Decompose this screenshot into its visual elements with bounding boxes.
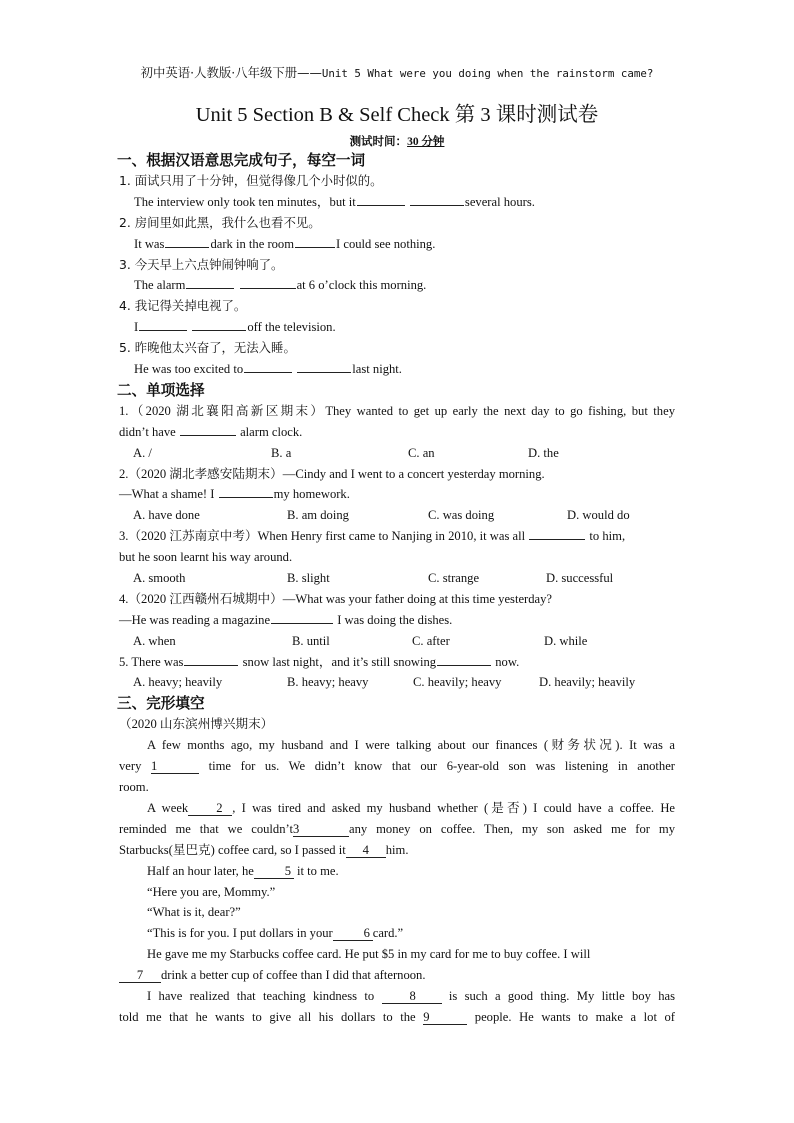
header-unit-title: Unit 5 What were you doing when the rainstorm came? <box>321 67 654 80</box>
answer-blank[interactable] <box>529 527 585 540</box>
test-time <box>0 133 794 149</box>
cloze-blank-2[interactable]: 2 <box>188 801 232 816</box>
s1-q2-text-a: It was <box>134 236 165 251</box>
s3-p2-line1 <box>119 798 675 819</box>
s1-q4-chinese: 4. 我记得关掉电视了。 <box>119 298 247 314</box>
test-time-label: 测试时间： <box>349 136 408 148</box>
cloze-blank-5[interactable]: 5 <box>254 864 294 879</box>
s3-p1-line3: room. <box>119 780 149 795</box>
header-course: 初中英语·人教版·八年级下册—— <box>140 65 322 80</box>
cloze-blank-1[interactable]: 1 <box>151 759 199 774</box>
s1-q3-chinese: 3. 今天早上六点钟闹钟响了。 <box>119 256 284 272</box>
s2-q4-stem-cont <box>119 610 675 631</box>
answer-blank[interactable] <box>184 653 238 666</box>
s1-q3-text-b: at 6 o’clock this morning. <box>296 278 427 293</box>
s3-p6 <box>119 923 675 944</box>
s1-q4-text-a: I <box>134 320 139 335</box>
s2-q2-options <box>119 505 675 526</box>
s3-p1-text-b: time for us. We didn’t know that our 6-year-old son was listening in another <box>208 759 676 774</box>
s1-q2-text-b: dark in the room <box>210 236 295 251</box>
page-header <box>0 63 794 81</box>
answer-blank[interactable] <box>180 423 236 436</box>
s3-p3-text-b: it to me. <box>297 863 339 878</box>
s3-p2-text: A week <box>147 800 189 815</box>
s2-q2-text-c: my homework. <box>273 487 350 502</box>
answer-blank[interactable] <box>271 611 333 624</box>
s2-q4-text-c: I was doing the dishes. <box>337 612 453 627</box>
option-b[interactable]: B. until <box>292 633 330 648</box>
s1-q5-text-a: He was too excited to <box>134 362 244 377</box>
s3-p1-text: very <box>119 759 142 774</box>
cloze-blank-8[interactable]: 8 <box>382 989 442 1004</box>
cloze-blank-9[interactable]: 9 <box>423 1010 467 1025</box>
s1-q1-english <box>119 192 675 213</box>
s1-q2-text-c: I could see nothing. <box>336 236 436 251</box>
answer-blank[interactable] <box>165 235 209 248</box>
s3-p8-text: I have realized that teaching kindness to <box>147 988 375 1003</box>
answer-blank[interactable] <box>437 653 491 666</box>
option-a[interactable]: A. heavy; heavily <box>133 675 223 690</box>
s1-q1-chinese: 1. 面试只用了十分钟，但觉得像几个小时似的。 <box>119 173 383 188</box>
s2-q3-options <box>119 568 675 589</box>
option-c[interactable]: C. an <box>408 445 435 460</box>
answer-blank[interactable] <box>357 193 405 206</box>
cloze-blank-3[interactable]: 3 <box>293 822 349 837</box>
s2-q5-stem <box>119 652 675 673</box>
answer-blank[interactable] <box>186 276 234 289</box>
worksheet-content <box>119 150 675 1028</box>
s3-p2-text-e: Starbucks(星巴克) coffee card, so I passed it <box>119 842 346 857</box>
option-b[interactable]: B. a <box>271 445 292 460</box>
page-title: Unit 5 Section B & Self Check 第 3 课时测试卷 <box>195 104 599 126</box>
answer-blank[interactable] <box>244 360 292 373</box>
s2-q2-stem: 2.（2020 湖北孝感安陆期末）—Cindy and I went to a concert yesterday morning. <box>119 466 545 481</box>
answer-blank[interactable] <box>297 360 351 373</box>
option-b[interactable]: B. am doing <box>287 508 349 523</box>
s2-q4-options <box>119 631 675 652</box>
s3-source: （2020 山东滨州博兴期末） <box>119 717 274 732</box>
s1-q5-chinese: 5. 昨晚他太兴奋了，无法入睡。 <box>119 340 296 356</box>
s3-p2-text-f: him. <box>385 842 409 857</box>
test-time-value: 30 分钟 <box>407 136 445 148</box>
s2-q5-text-b: snow last night，and it’s still snowing <box>242 654 437 669</box>
s3-p8-line1 <box>119 986 675 1007</box>
s2-q1-stem: 1.（2020 湖北襄阳高新区期末）They wanted to get up early the next day to go fishing, but they <box>119 403 675 418</box>
s1-q1-text-a: The interview only took ten minutes，but it <box>134 194 356 209</box>
option-c[interactable]: C. heavily; heavy <box>413 675 502 690</box>
s3-p2-text-b: , I was tired and asked my husband whether (是否) I could have a coffee. He <box>232 800 676 815</box>
s2-q1-options <box>119 443 675 464</box>
s1-q4-english <box>119 317 675 338</box>
option-a[interactable]: A. have done <box>133 508 200 523</box>
s3-p2-text-c: reminded me that we couldn’t <box>119 821 293 836</box>
s3-p5: “What is it, dear?” <box>147 905 241 920</box>
s3-p6-text: “This is for you. I put dollars in your <box>147 926 333 941</box>
option-a[interactable]: A. / <box>133 445 152 460</box>
s1-q1-text-b: several hours. <box>464 194 535 209</box>
option-a[interactable]: A. smooth <box>133 571 186 586</box>
answer-blank[interactable] <box>295 235 335 248</box>
option-d[interactable]: D. heavily; heavily <box>539 675 636 690</box>
s3-p1-line2 <box>119 756 675 777</box>
s3-p4: “Here you are, Mommy.” <box>147 884 276 899</box>
s3-p8-text-c: told me that he wants to give all his dollars to the <box>119 1009 416 1024</box>
s3-p7-line2 <box>119 965 675 986</box>
s1-q5-text-b: last night. <box>352 362 402 377</box>
s2-q5-options <box>119 672 675 693</box>
answer-blank[interactable] <box>240 276 296 289</box>
s2-q1-stem-cont <box>119 422 675 443</box>
cloze-blank-4[interactable]: 4 <box>346 843 386 858</box>
s1-q2-chinese: 2. 房间里如此黑，我什么也看不见。 <box>119 214 321 230</box>
s2-q1-text-c: alarm clock. <box>240 424 303 439</box>
s2-q3-text-a: 3.（2020 江苏南京中考）When Henry first came to Nanjing in 2010, it was all <box>119 529 526 544</box>
s3-p7-text: drink a better cup of coffee than I did that afternoon. <box>161 968 426 983</box>
s2-q4-stem: 4.（2020 江西赣州石城期中）—What was your father doing at this time yesterday? <box>119 591 553 606</box>
s3-p6-text-b: card.” <box>372 926 404 941</box>
option-d[interactable]: D. the <box>528 445 559 460</box>
option-d[interactable]: D. would do <box>567 508 630 523</box>
option-d[interactable]: D. successful <box>546 571 614 586</box>
answer-blank[interactable] <box>192 318 246 331</box>
s1-q3-text-a: The alarm <box>134 278 186 293</box>
option-c[interactable]: C. after <box>412 633 450 648</box>
s1-q5-english <box>119 359 675 380</box>
s2-q4-text-b: —He was reading a magazine <box>119 612 271 627</box>
s3-p2-line3 <box>119 840 675 861</box>
cloze-blank-7[interactable]: 7 <box>119 968 161 983</box>
s3-p8-text-d: people. He wants to make a lot of <box>474 1009 675 1024</box>
answer-blank[interactable] <box>139 318 187 331</box>
option-b[interactable]: B. heavy; heavy <box>287 675 369 690</box>
option-a[interactable]: A. when <box>133 633 176 648</box>
s1-q4-text-b: off the television. <box>247 320 336 335</box>
option-c[interactable]: C. strange <box>428 571 480 586</box>
s2-q3-stem-cont: but he soon learnt his way around. <box>119 550 293 565</box>
s3-p2-line2 <box>119 819 675 840</box>
s2-q1-text-b: didn’t have <box>119 424 176 439</box>
s2-q5-text-a: 5. There was <box>119 654 184 669</box>
s2-q3-text-b: to him, <box>589 529 626 544</box>
section2-heading: 二、单项选择 <box>117 381 205 399</box>
answer-blank[interactable] <box>219 485 273 498</box>
s2-q2-text-b: —What a shame! I <box>119 487 215 502</box>
s3-p3 <box>119 861 675 882</box>
cloze-blank-6[interactable]: 6 <box>333 926 373 941</box>
s2-q5-text-c: now. <box>495 654 520 669</box>
s2-q2-stem-cont <box>119 484 675 505</box>
section1-heading: 一、根据汉语意思完成句子，每空一词 <box>117 152 366 169</box>
s3-p7-line1: He gave me my Starbucks coffee card. He put $5 in my card for me to buy coffee. I will <box>147 947 591 962</box>
option-c[interactable]: C. was doing <box>428 508 495 523</box>
option-b[interactable]: B. slight <box>287 571 330 586</box>
answer-blank[interactable] <box>410 193 464 206</box>
s3-p8-line2 <box>119 1007 675 1028</box>
section3-heading: 三、完形填空 <box>117 695 205 713</box>
s3-p3-text: Half an hour later, he <box>147 863 254 878</box>
s1-q3-english <box>119 275 675 296</box>
s1-q2-english <box>119 234 675 255</box>
s3-p1-line1: A few months ago, my husband and I were talking about our finances (财务状况). It was a <box>147 738 675 753</box>
s3-p2-text-d: any money on coffee. Then, my son asked me for my <box>349 821 675 836</box>
s3-p8-text-b: is such a good thing. My little boy has <box>448 988 675 1003</box>
s2-q3-stem <box>119 526 675 547</box>
option-d[interactable]: D. while <box>544 633 588 648</box>
